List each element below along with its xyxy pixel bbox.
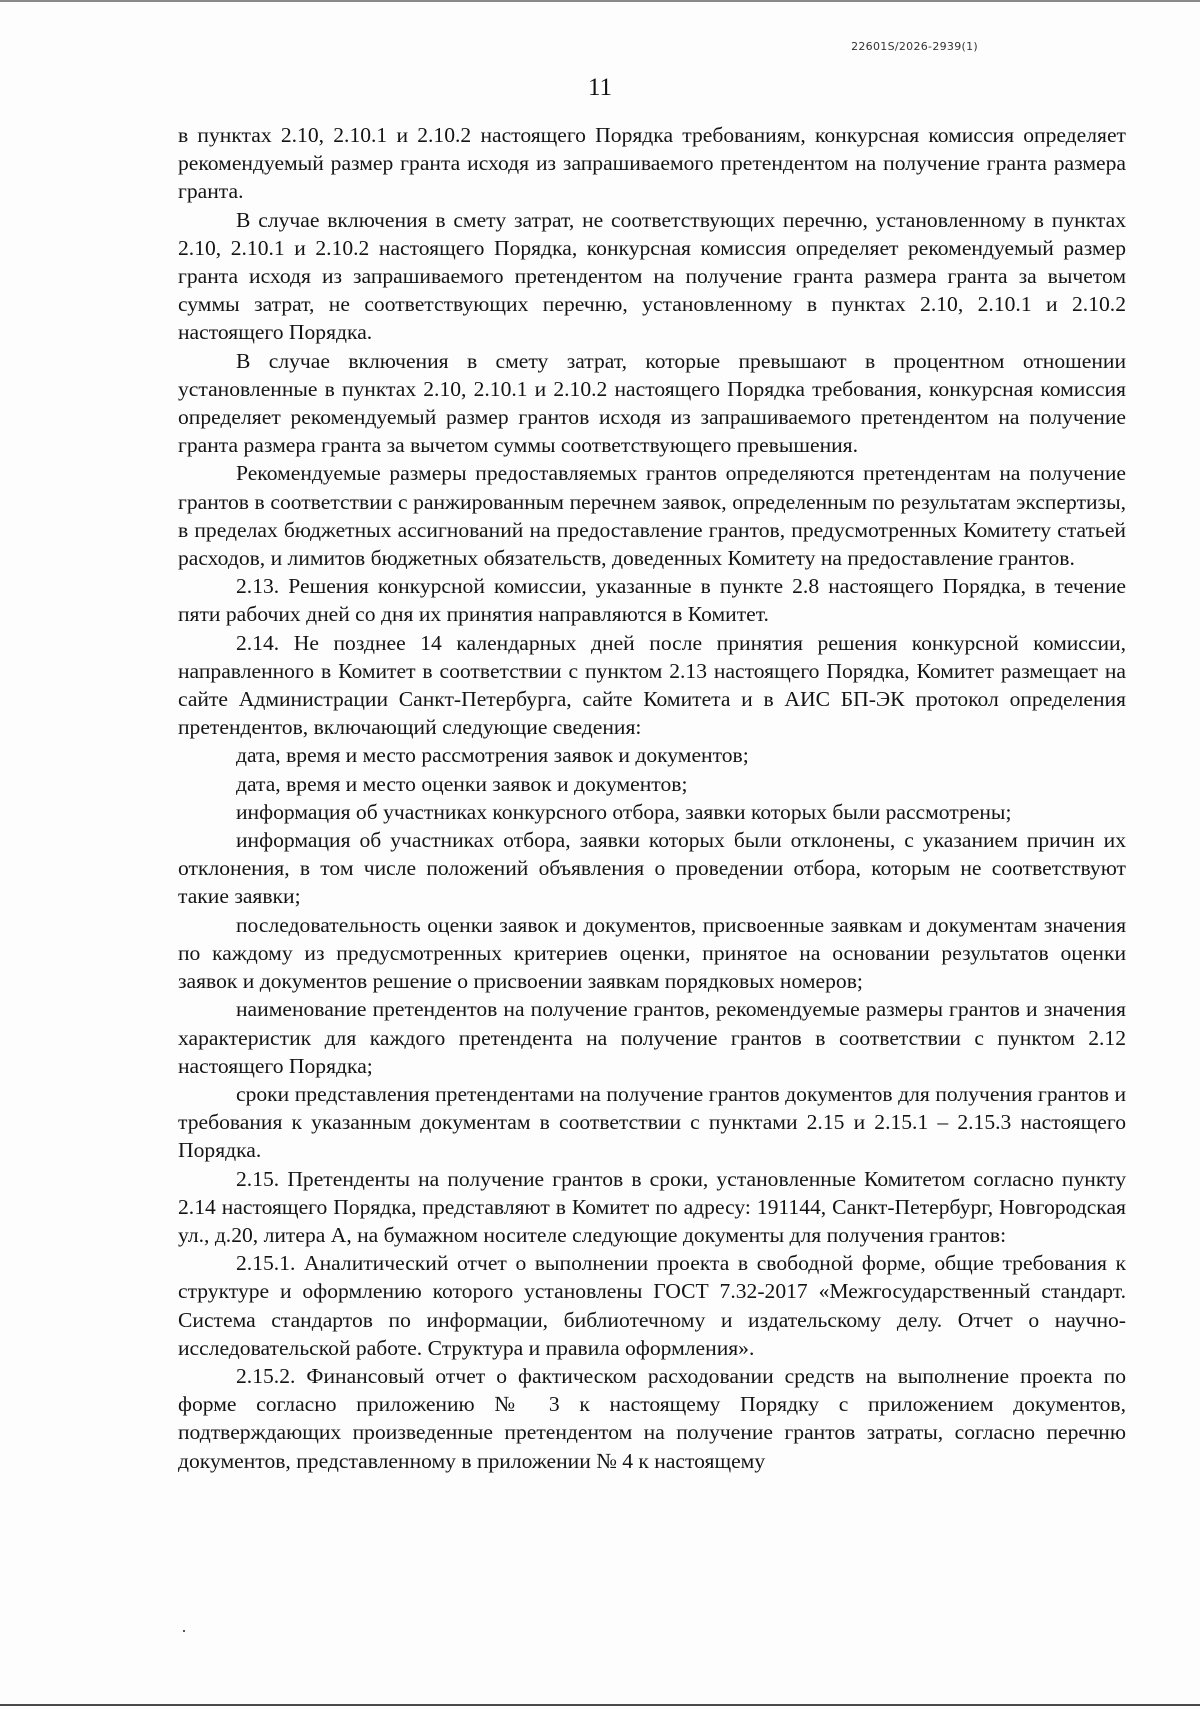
clause-2-15: 2.15. Претенденты на получение грантов в сроки, установленные Комитетом согласно пункту 2.14 настоящего Порядка, представляют в Комитет по адресу: 191144, Санкт-Петербург, Новгородская ул., д.20, литера А, на бумажном носителе следующие документы для получения грантов: [178,1166,1126,1247]
scan-speck [183,1630,185,1632]
list-item: информация об участниках отбора, заявки которых были отклонены, с указанием причин их отклонения, в том числе положений объявления о проведении отбора, которым не соответствуют такие заявки; [178,828,1126,909]
list-item: наименование претендентов на получение грантов, рекомендуемые размеры грантов и значения характеристик для каждого претендента на получение грантов в соответствии с пунктом 2.12 настоящего Порядка; [178,997,1126,1078]
paragraph: Рекомендуемые размеры предоставляемых грантов определяются претендентам на получение грантов в соответствии с ранжированным перечнем заявок, определенным по результатам экспертизы, в пределах бюджетных ассигнований на предоставление грантов, предусмотренных Комитету статьей расходов, и лимитов бюджетных обязательств, доведенных Комитету на предоставление грантов. [178,461,1126,571]
list-item: информация об участниках конкурсного отбора, заявки которых были рассмотрены; [236,799,1012,824]
clause-2-13: 2.13. Решения конкурсной комиссии, указанные в пункте 2.8 настоящего Порядка, в течение пяти рабочих дней со дня их принятия направляются в Комитет. [178,574,1126,627]
paragraph: В случае включения в смету затрат, которые превышают в процентном отношении установленные в пунктах 2.10, 2.10.1 и 2.10.2 настоящего Порядка требования, конкурсная комиссия определяет рекомендуемый размер грантов исходя из запрашиваемого претендентом на получение гранта размера гранта за вычетом суммы соответствующего превышения. [178,348,1126,458]
scan-bottom-edge [0,1704,1200,1706]
paragraph: В случае включения в смету затрат, не соответствующих перечню, установленному в пунктах 2.10, 2.10.1 и 2.10.2 настоящего Порядка, конкурсная комиссия определяет рекомендуемый размер гранта исходя из запрашиваемого претендентом на получение гранта размера гранта за вычетом суммы затрат, не соответствующих перечню, установленному в пунктах 2.10, 2.10.1 и 2.10.2 настоящего Порядка. [178,207,1126,345]
list-item: дата, время и место рассмотрения заявок и документов; [236,743,749,768]
clause-2-15-2: 2.15.2. Финансовый отчет о фактическом расходовании средств на выполнение проекта по форме согласно приложению № 3 к настоящему Порядку с приложением документов, подтверждающих произведенные претендентом на получение грантов затраты, согласно перечню документов, представленному в приложении № 4 к настоящему [178,1363,1126,1473]
list-item: сроки представления претендентами на получение грантов документов для получения грантов и требования к указанным документам в соответствии с пунктами 2.15 и 2.15.1 – 2.15.3 настоящего Порядка. [178,1081,1126,1163]
paragraph: в пунктах 2.10, 2.10.1 и 2.10.2 настоящего Порядка требованиям, конкурсная комиссия определяет рекомендуемый размер гранта исходя из запрашиваемого претендентом на получение гранта размера гранта. [178,123,1126,204]
page-number: 11 [587,74,613,101]
list-item: последовательность оценки заявок и документов, присвоенные заявкам и документам значения по каждому из предусмотренных критериев оценки, принятое на основании результатов оценки заявок и документов решение о присвоении заявкам порядковых номеров; [178,912,1126,994]
document-body [178,121,1126,1475]
registration-number: 22601S/2026-2939(1) [851,40,978,53]
list-item: дата, время и место оценки заявок и документов; [236,771,688,796]
clause-2-15-1: 2.15.1. Аналитический отчет о выполнении проекта в свободной форме, общие требования к структуре и оформлению которого установлены ГОСТ 7.32-2017 «Межгосударственный стандарт. Система стандартов по информации, библиотечному и издательскому делу. Отчет о научно-исследовательской работе. Структура и правила оформления». [178,1251,1126,1360]
scan-top-edge [0,0,1200,2]
clause-2-14: 2.14. Не позднее 14 календарных дней после принятия решения конкурсной комиссии, направленного в Комитет в соответствии с пунктом 2.13 настоящего Порядка, Комитет размещает на сайте Администрации Санкт-Петербурга, сайте Комитета и в АИС БП-ЭК протокол определения претендентов, включающий следующие сведения: [178,630,1126,740]
